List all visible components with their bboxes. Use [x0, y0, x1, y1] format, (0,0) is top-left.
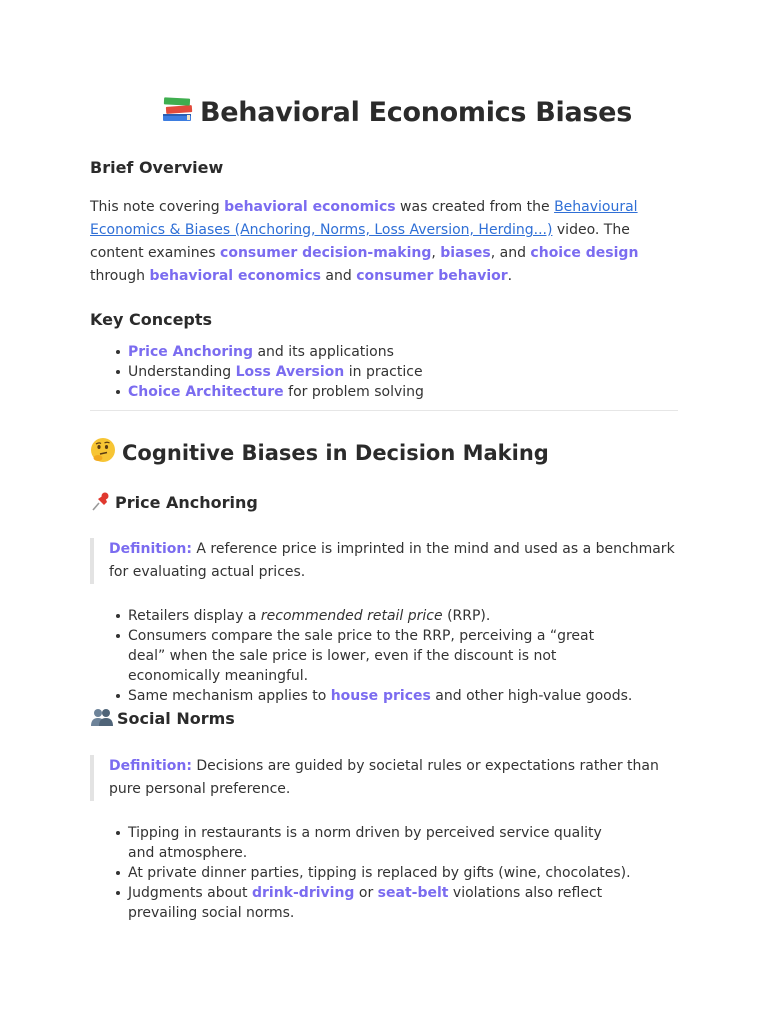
- books-icon: [160, 92, 194, 131]
- anchoring-list: [90, 606, 688, 706]
- list-item: [128, 626, 628, 686]
- text-run: ,: [431, 245, 441, 261]
- price-anchoring-heading-text: Price Anchoring: [115, 493, 258, 512]
- keyword: behavioral economics: [224, 199, 396, 215]
- keyword: choice design: [530, 245, 639, 261]
- page-title-text: Behavioral Economics Biases: [200, 97, 632, 128]
- price-anchoring-heading: [90, 491, 258, 515]
- text-run: (RRP).: [442, 608, 491, 624]
- key-concepts-heading: Key Concepts: [90, 310, 213, 329]
- keyword: Price Anchoring: [128, 344, 254, 360]
- list-item: [128, 823, 608, 863]
- emphasis: recommended retail price: [260, 608, 443, 624]
- text-run: Consumers compare the sale price to the RRP, perceiving a “great deal” when the sale price is lower, even if the discount is not economically meaningful.: [128, 628, 595, 684]
- list-item: [128, 382, 688, 402]
- keyword: seat-belt: [377, 885, 449, 901]
- text-run: was created from the: [395, 199, 555, 215]
- text-run: At private dinner parties, tipping is replaced by gifts (wine, chocolates).: [128, 865, 631, 881]
- list-item: [128, 883, 638, 923]
- overview-paragraph: [90, 196, 680, 288]
- text-run: through: [90, 268, 150, 284]
- keyword: Choice Architecture: [128, 384, 284, 400]
- video-link[interactable]: Behavioural Economics & Biases (Anchoring, Norms, Loss Aversion, Herding...): [90, 199, 638, 238]
- text-run: and: [320, 268, 357, 284]
- text-run: and other high-value goods.: [430, 688, 633, 704]
- text-run: or: [354, 885, 378, 901]
- keyword: Loss Aversion: [235, 364, 345, 380]
- text-run: for problem solving: [283, 384, 424, 400]
- definition-text: A reference price is imprinted in the mind and used as a benchmark for evaluating actual prices.: [109, 541, 675, 580]
- list-item: [128, 606, 688, 626]
- text-run: Judgments about: [128, 885, 252, 901]
- definition-label: Definition:: [109, 541, 192, 557]
- text-run: Retailers display a: [128, 608, 261, 624]
- page-title: [160, 92, 632, 131]
- list-item: [128, 686, 688, 706]
- list-item: [128, 362, 688, 382]
- cognitive-biases-heading: [90, 437, 549, 468]
- text-run: video. The content examines: [90, 222, 630, 261]
- anchoring-definition: [90, 538, 679, 584]
- section-divider: [90, 410, 678, 411]
- text-run: , and: [490, 245, 531, 261]
- keyword: biases: [440, 245, 491, 261]
- keyword: drink-driving: [251, 885, 355, 901]
- text-run: This note covering: [90, 199, 225, 215]
- overview-heading: Brief Overview: [90, 158, 224, 177]
- definition-text: Decisions are guided by societal rules or expectations rather than pure personal preference.: [109, 758, 659, 797]
- text-run: in practice: [344, 364, 423, 380]
- social-norms-heading-text: Social Norms: [117, 709, 235, 728]
- pushpin-icon: [90, 491, 112, 515]
- text-run: .: [507, 268, 513, 284]
- keyword: house prices: [330, 688, 431, 704]
- list-item: [128, 342, 688, 362]
- thinking-face-icon: [90, 437, 116, 468]
- text-run: and its applications: [253, 344, 394, 360]
- cognitive-heading-text: Cognitive Biases in Decision Making: [122, 441, 549, 465]
- social-norms-heading: [90, 707, 235, 731]
- norms-definition: [90, 755, 679, 801]
- definition-label: Definition:: [109, 758, 192, 774]
- keyword: consumer decision-making: [220, 245, 432, 261]
- text-run: violations also reflect prevailing social norms.: [128, 885, 603, 921]
- text-run: Understanding: [128, 364, 236, 380]
- norms-list: [90, 823, 688, 923]
- list-item: [128, 863, 688, 883]
- key-concepts-list: [90, 342, 688, 402]
- text-run: Tipping in restaurants is a norm driven by perceived service quality and atmosphere.: [128, 825, 602, 861]
- keyword: consumer behavior: [356, 268, 508, 284]
- text-run: Same mechanism applies to: [128, 688, 331, 704]
- keyword: behavioral economics: [149, 268, 321, 284]
- people-icon: [90, 707, 114, 731]
